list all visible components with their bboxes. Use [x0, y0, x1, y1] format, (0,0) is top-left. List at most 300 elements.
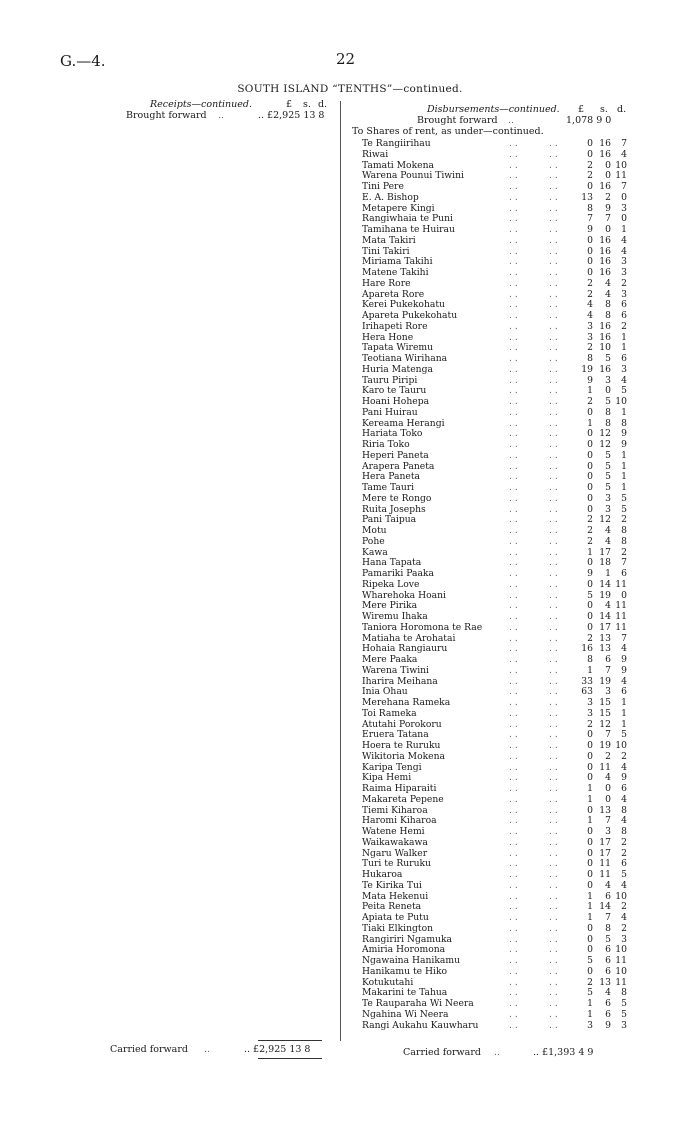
amount-pounds: 2: [587, 170, 593, 182]
amount-pence: 9: [621, 428, 627, 440]
leader-dots: ..: [509, 718, 521, 730]
amount-pounds: 19: [581, 363, 593, 375]
amount-pence: 3: [621, 288, 627, 300]
leader-dots: ..: [509, 428, 521, 440]
amount-shillings: 3: [605, 503, 611, 515]
amount-pence: 2: [621, 277, 627, 289]
amount-shillings: 14: [599, 578, 611, 590]
amount-pounds: 2: [587, 976, 593, 988]
leader-dots: ..: [549, 471, 561, 483]
payee-name: E. A. Bishop: [362, 191, 419, 203]
amount-pence: 3: [621, 267, 627, 278]
leader-dots: ..: [549, 396, 561, 407]
page-title: SOUTH ISLAND “TENTHS”—continued.: [237, 83, 463, 95]
receipts-heading: Receipts—continued.: [150, 99, 253, 110]
leader-dots: ..: [549, 621, 561, 633]
amount-pence: 5: [621, 1008, 627, 1020]
leader-dots: ..: [509, 492, 521, 504]
amount-pounds: 3: [587, 1019, 593, 1031]
amount-pence: 5: [621, 729, 627, 741]
amount-pounds: 0: [587, 406, 593, 418]
amount-shillings: 10: [599, 342, 611, 354]
leader-dots: ..: [549, 514, 561, 526]
leader-dots: ..: [549, 729, 561, 741]
amount-pounds: 7: [587, 213, 593, 225]
payee-name: Tamihana te Huirau: [362, 224, 455, 235]
leader-dots: ..: [549, 578, 561, 590]
payee-name: Raima Hiparaiti: [362, 783, 437, 794]
payee-name: Iharira Meihana: [362, 675, 438, 687]
leader-dots: ..: [509, 858, 521, 870]
amount-pence: 2: [621, 546, 627, 558]
payee-name: Riria Toko: [362, 439, 410, 450]
amount-pounds: 0: [587, 482, 593, 493]
amount-shillings: 2: [605, 750, 611, 762]
amount-shillings: 6: [605, 1008, 611, 1020]
amount-shillings: 6: [605, 955, 611, 966]
payee-name: Hera Paneta: [362, 471, 421, 483]
leader-dots: ..: [549, 750, 561, 762]
amount-pounds: 0: [587, 922, 593, 934]
payee-name: Ngaru Walker: [362, 847, 428, 859]
amount-pounds: 4: [587, 299, 593, 311]
amount-pence: 0: [621, 191, 627, 203]
leader-dots: ..: [509, 148, 521, 160]
amount-pence: 4: [621, 793, 627, 805]
leader-dots: ..: [549, 148, 561, 160]
amount-pounds: 3: [587, 707, 593, 719]
leader-dots: ..: [549, 525, 561, 536]
payee-name: Mere Pirika: [362, 600, 418, 612]
leader-dots: ..: [509, 675, 521, 687]
payee-name: Hare Rore: [362, 277, 411, 289]
payee-name: Apiata te Putu: [362, 912, 429, 923]
payee-name: Mata Hekenui: [362, 890, 429, 902]
payee-name: Makareta Pepene: [362, 793, 444, 805]
leader-dots: ..: [509, 815, 521, 827]
payee-name: Kawa: [362, 546, 388, 558]
amount-pounds: 0: [587, 256, 593, 268]
leader-dots: ..: [549, 697, 561, 708]
leader-dots: ..: [549, 793, 561, 805]
leader-dots: ..: [549, 654, 561, 665]
leader-dots: ..: [509, 1019, 521, 1031]
amount-shillings: 14: [599, 611, 611, 622]
amount-pence: 10: [615, 890, 627, 902]
page-number: 22: [336, 50, 356, 68]
leader-dots: ..: [509, 869, 521, 880]
payee-name: Mere te Rongo: [362, 492, 432, 504]
leader-dots: ..: [549, 890, 561, 902]
amount-pounds: 0: [587, 138, 593, 149]
disbursements-carried-forward-value: .. £1,393 4 9: [533, 1047, 594, 1058]
amount-pounds: 2: [587, 342, 593, 354]
amount-pounds: 0: [587, 503, 593, 515]
amount-pounds: 0: [587, 621, 593, 633]
payee-name: Metapere Kingi: [362, 202, 435, 214]
payee-name: Arapera Paneta: [362, 460, 435, 472]
payee-name: Kipa Hemi: [362, 772, 412, 784]
payee-name: Hoera te Ruruku: [362, 740, 441, 751]
amount-pence: 0: [621, 589, 627, 601]
amount-pence: 2: [621, 320, 627, 332]
leader-dots: ..: [509, 342, 521, 354]
amount-pence: 1: [621, 224, 627, 235]
amount-pence: 5: [621, 385, 627, 397]
leader-dots: ..: [509, 181, 521, 192]
amount-shillings: 6: [605, 890, 611, 902]
amount-pounds: 16: [581, 643, 593, 655]
leader-dots: ..: [549, 912, 561, 923]
amount-pounds: 1: [587, 385, 593, 397]
leader-dots: ..: [509, 514, 521, 526]
leader-dots: ..: [509, 944, 521, 956]
amount-shillings: 13: [599, 643, 611, 655]
payee-name: Warena Pounui Tiwini: [362, 170, 464, 182]
leader-dots: ..: [509, 159, 521, 171]
amount-pounds: 0: [587, 761, 593, 773]
payee-name: Pani Huirau: [362, 406, 418, 418]
amount-shillings: 4: [605, 535, 611, 547]
leader-dots: ..: [549, 482, 561, 493]
leader-dots: ..: [549, 363, 561, 375]
leader-dots: ..: [549, 761, 561, 773]
amount-pence: 1: [621, 471, 627, 483]
amount-pounds: 0: [587, 600, 593, 612]
amount-pence: 4: [621, 879, 627, 891]
leader-dots: ..: [509, 245, 521, 257]
amount-pence: 9: [621, 654, 627, 665]
payee-name: Tapata Wiremu: [362, 342, 434, 354]
amount-shillings: 12: [599, 428, 611, 440]
leader-dots: ..: [549, 331, 561, 343]
amount-pence: 10: [615, 944, 627, 956]
amount-shillings: 4: [605, 277, 611, 289]
amount-pence: 11: [615, 955, 627, 966]
leader-dots: ..: [509, 234, 521, 246]
leader-dots: ..: [509, 277, 521, 289]
leader-dots: ..: [509, 374, 521, 386]
amount-pence: 0: [621, 213, 627, 225]
leader-dots: ..: [549, 611, 561, 622]
amount-shillings: 8: [605, 417, 611, 429]
leader-dots: ..: [509, 643, 521, 655]
payee-name: Haromi Kiharoa: [362, 815, 437, 827]
payee-name: Tauru Piripi: [362, 374, 418, 386]
leader-dots: ..: [509, 761, 521, 773]
leader-dots: ..: [509, 525, 521, 536]
amount-pounds: 1: [587, 1008, 593, 1020]
amount-pence: 10: [615, 965, 627, 977]
leader-dots: ..: [509, 331, 521, 343]
leader-dots: ..: [549, 449, 561, 461]
amount-shillings: 16: [599, 138, 611, 149]
leader-dots: ..: [509, 417, 521, 429]
amount-pounds: 2: [587, 514, 593, 526]
amount-pounds: 0: [587, 471, 593, 483]
leader-dots: ..: [549, 256, 561, 268]
payee-name: Waikawakawa: [362, 836, 428, 848]
payee-name: Hariata Toko: [362, 428, 423, 440]
amount-pence: 4: [621, 761, 627, 773]
payee-name: Matene Takihi: [362, 267, 429, 278]
payee-name: Tini Pere: [362, 181, 404, 192]
amount-shillings: 5: [605, 353, 611, 364]
leader-dots: ..: [509, 965, 521, 977]
leader-dots: ..: [509, 879, 521, 891]
leader-dots: ..: [549, 385, 561, 397]
amount-shillings: 7: [605, 664, 611, 676]
leader-dots: ..: [509, 568, 521, 579]
amount-shillings: 6: [605, 654, 611, 665]
leader-dots: ..: [549, 492, 561, 504]
amount-pence: 2: [621, 922, 627, 934]
leader-dots: ..: [509, 621, 521, 633]
leader-dots: ..: [509, 998, 521, 1009]
leader-dots: ..: [549, 643, 561, 655]
payee-name: Huria Matenga: [362, 363, 433, 375]
amount-shillings: 7: [605, 213, 611, 225]
amount-shillings: 17: [599, 546, 611, 558]
leader-dots: ..: [509, 933, 521, 945]
amount-pence: 8: [621, 826, 627, 837]
amount-pounds: 0: [587, 439, 593, 450]
leader-dots: ..: [549, 686, 561, 698]
payee-name: Pohe: [362, 535, 385, 547]
leader-dots: ..: [549, 589, 561, 601]
leader-dots: ..: [549, 664, 561, 676]
leader-dots: ..: [549, 944, 561, 956]
amount-shillings: 15: [599, 697, 611, 708]
payee-name: Ruita Josephs: [362, 503, 426, 515]
amount-shillings: 6: [605, 944, 611, 956]
amount-shillings: 15: [599, 707, 611, 719]
amount-pounds: 1: [587, 783, 593, 794]
leader-dots: ..: [549, 181, 561, 192]
payee-name: Hoani Hohepa: [362, 396, 430, 407]
amount-shillings: 7: [605, 815, 611, 827]
payee-name: Kereama Herangi: [362, 417, 445, 429]
amount-pounds: 3: [587, 320, 593, 332]
leader-dots: ..: [549, 933, 561, 945]
leader-dots: ..: [549, 245, 561, 257]
payee-name: Hohaia Rangiauru: [362, 643, 448, 655]
amount-pence: 11: [615, 611, 627, 622]
leader-dots: ..: [509, 546, 521, 558]
shares-heading: To Shares of rent, as under—continued.: [352, 126, 544, 137]
leader-dots: ..: [509, 589, 521, 601]
leader-dots: ..: [509, 793, 521, 805]
leader-dots: ..: [509, 804, 521, 816]
leader-dots: ..: [549, 772, 561, 784]
leader-dots: ..: [549, 632, 561, 644]
leader-dots: ..: [549, 965, 561, 977]
payee-name: Rangi Aukahu Kauwharu: [362, 1019, 479, 1031]
amount-pence: 2: [621, 836, 627, 848]
disbursements-brought-forward-label: Brought forward: [417, 115, 498, 126]
amount-pence: 7: [621, 138, 627, 149]
receipts-carried-forward-value: .. £2,925 13 8: [244, 1044, 311, 1055]
amount-pence: 3: [621, 933, 627, 945]
amount-pence: 6: [621, 299, 627, 311]
payee-name: Hanikamu te Hiko: [362, 965, 448, 977]
amount-shillings: 17: [599, 621, 611, 633]
amount-pence: 9: [621, 664, 627, 676]
amount-pounds: 0: [587, 181, 593, 192]
amount-shillings: 3: [605, 826, 611, 837]
payee-name: Peita Reneta: [362, 901, 422, 913]
leader-dots: ..: [509, 697, 521, 708]
amount-shillings: 16: [599, 363, 611, 375]
payee-name: Kerei Pukekohatu: [362, 299, 445, 311]
amount-pence: 4: [621, 912, 627, 923]
amount-pence: 10: [615, 740, 627, 751]
leader-dots: ..: [509, 578, 521, 590]
amount-pounds: 5: [587, 987, 593, 999]
payee-name: Teotiana Wirihana: [362, 353, 448, 364]
leader-dots: ..: [509, 750, 521, 762]
leader-dots: ..: [509, 460, 521, 472]
amount-shillings: 0: [605, 224, 611, 235]
payee-name: Kotukutahi: [362, 976, 414, 988]
amount-pence: 3: [621, 202, 627, 214]
amount-shillings: 12: [599, 718, 611, 730]
leader-dots: ..: [549, 299, 561, 311]
amount-pence: 5: [621, 492, 627, 504]
leader-dots: ..: [549, 353, 561, 364]
amount-pounds: 0: [587, 740, 593, 751]
amount-shillings: 8: [605, 406, 611, 418]
amount-pounds: 0: [587, 944, 593, 956]
amount-pounds: 4: [587, 310, 593, 321]
leader-dots: ..: [509, 299, 521, 311]
payee-name: Irihapeti Rore: [362, 320, 428, 332]
leader-dots: ..: [549, 439, 561, 450]
amount-pounds: 8: [587, 353, 593, 364]
leader-dots: ..: [509, 654, 521, 665]
leader-dots: ..: [549, 374, 561, 386]
leader-dots: ..: [509, 836, 521, 848]
leader-dots: ..: [549, 869, 561, 880]
amount-pounds: 0: [587, 965, 593, 977]
amount-pounds: 0: [587, 869, 593, 880]
amount-shillings: 1: [605, 568, 611, 579]
payee-name: Apareta Rore: [362, 288, 425, 300]
amount-pence: 6: [621, 568, 627, 579]
payee-name: Te Rauparaha Wi Neera: [362, 998, 474, 1009]
payee-name: Makarini te Tahua: [362, 987, 448, 999]
amount-shillings: 16: [599, 331, 611, 343]
receipts-total-rule: [258, 1040, 322, 1041]
leader-dots: ..: [549, 815, 561, 827]
amount-shillings: 19: [599, 589, 611, 601]
leader-dots: ..: [549, 342, 561, 354]
leader-dots: ..: [509, 847, 521, 859]
leader-dots: ..: [549, 191, 561, 203]
leader-dots: ..: [509, 611, 521, 622]
payee-name: Apareta Pukekohatu: [362, 310, 458, 321]
amount-pence: 4: [621, 245, 627, 257]
amount-shillings: 16: [599, 234, 611, 246]
leader-dots: ..: [549, 783, 561, 794]
leader-dots: ..: [509, 826, 521, 837]
amount-shillings: 8: [605, 299, 611, 311]
leader-dots: ..: [549, 170, 561, 182]
amount-pence: 4: [621, 675, 627, 687]
disbursements-brought-forward-dots: ..: [508, 115, 515, 126]
amount-shillings: 4: [605, 879, 611, 891]
leader-dots: ..: [549, 858, 561, 870]
payee-name: Taniora Horomona te Rae: [362, 621, 483, 633]
amount-pounds: 0: [587, 267, 593, 278]
payee-name: Toi Rameka: [362, 707, 417, 719]
amount-pence: 6: [621, 686, 627, 698]
amount-pence: 6: [621, 353, 627, 364]
leader-dots: ..: [549, 503, 561, 515]
amount-shillings: 5: [605, 449, 611, 461]
amount-pence: 7: [621, 632, 627, 644]
amount-shillings: 8: [605, 310, 611, 321]
receipts-col-pound: £: [286, 99, 293, 110]
amount-pounds: 0: [587, 578, 593, 590]
payee-name: Hera Hone: [362, 331, 414, 343]
leader-dots: ..: [549, 600, 561, 612]
payee-name: Amiria Horomona: [362, 944, 446, 956]
leader-dots: ..: [509, 922, 521, 934]
leader-dots: ..: [509, 213, 521, 225]
amount-shillings: 19: [599, 740, 611, 751]
amount-shillings: 4: [605, 288, 611, 300]
amount-pence: 4: [621, 148, 627, 160]
amount-pence: 1: [621, 460, 627, 472]
leader-dots: ..: [549, 310, 561, 321]
leader-dots: ..: [549, 320, 561, 332]
amount-pence: 6: [621, 310, 627, 321]
amount-pence: 4: [621, 234, 627, 246]
disbursements-carried-forward-label: Carried forward: [403, 1047, 481, 1058]
leader-dots: ..: [549, 428, 561, 440]
amount-pence: 11: [615, 578, 627, 590]
amount-pounds: 0: [587, 879, 593, 891]
payee-name: Pani Taipua: [362, 514, 417, 526]
leader-dots: ..: [509, 707, 521, 719]
leader-dots: ..: [549, 535, 561, 547]
amount-pounds: 8: [587, 654, 593, 665]
amount-pence: 10: [615, 396, 627, 407]
leader-dots: ..: [509, 406, 521, 418]
leader-dots: ..: [549, 879, 561, 891]
leader-dots: ..: [509, 632, 521, 644]
amount-shillings: 6: [605, 965, 611, 977]
amount-shillings: 16: [599, 245, 611, 257]
amount-pence: 8: [621, 417, 627, 429]
amount-pounds: 0: [587, 804, 593, 816]
payee-name: Ngawaina Hanikamu: [362, 955, 461, 966]
leader-dots: ..: [549, 213, 561, 225]
leader-dots: ..: [549, 1008, 561, 1020]
amount-pounds: 0: [587, 826, 593, 837]
amount-pounds: 2: [587, 535, 593, 547]
amount-shillings: 0: [605, 170, 611, 182]
page-reference: G.—4.: [60, 52, 106, 70]
amount-pounds: 33: [581, 675, 593, 687]
amount-pounds: 1: [587, 998, 593, 1009]
amount-pence: 5: [621, 998, 627, 1009]
amount-shillings: 12: [599, 439, 611, 450]
amount-shillings: 16: [599, 148, 611, 160]
receipts-carried-forward-dots: ..: [204, 1044, 211, 1055]
leader-dots: ..: [509, 664, 521, 676]
